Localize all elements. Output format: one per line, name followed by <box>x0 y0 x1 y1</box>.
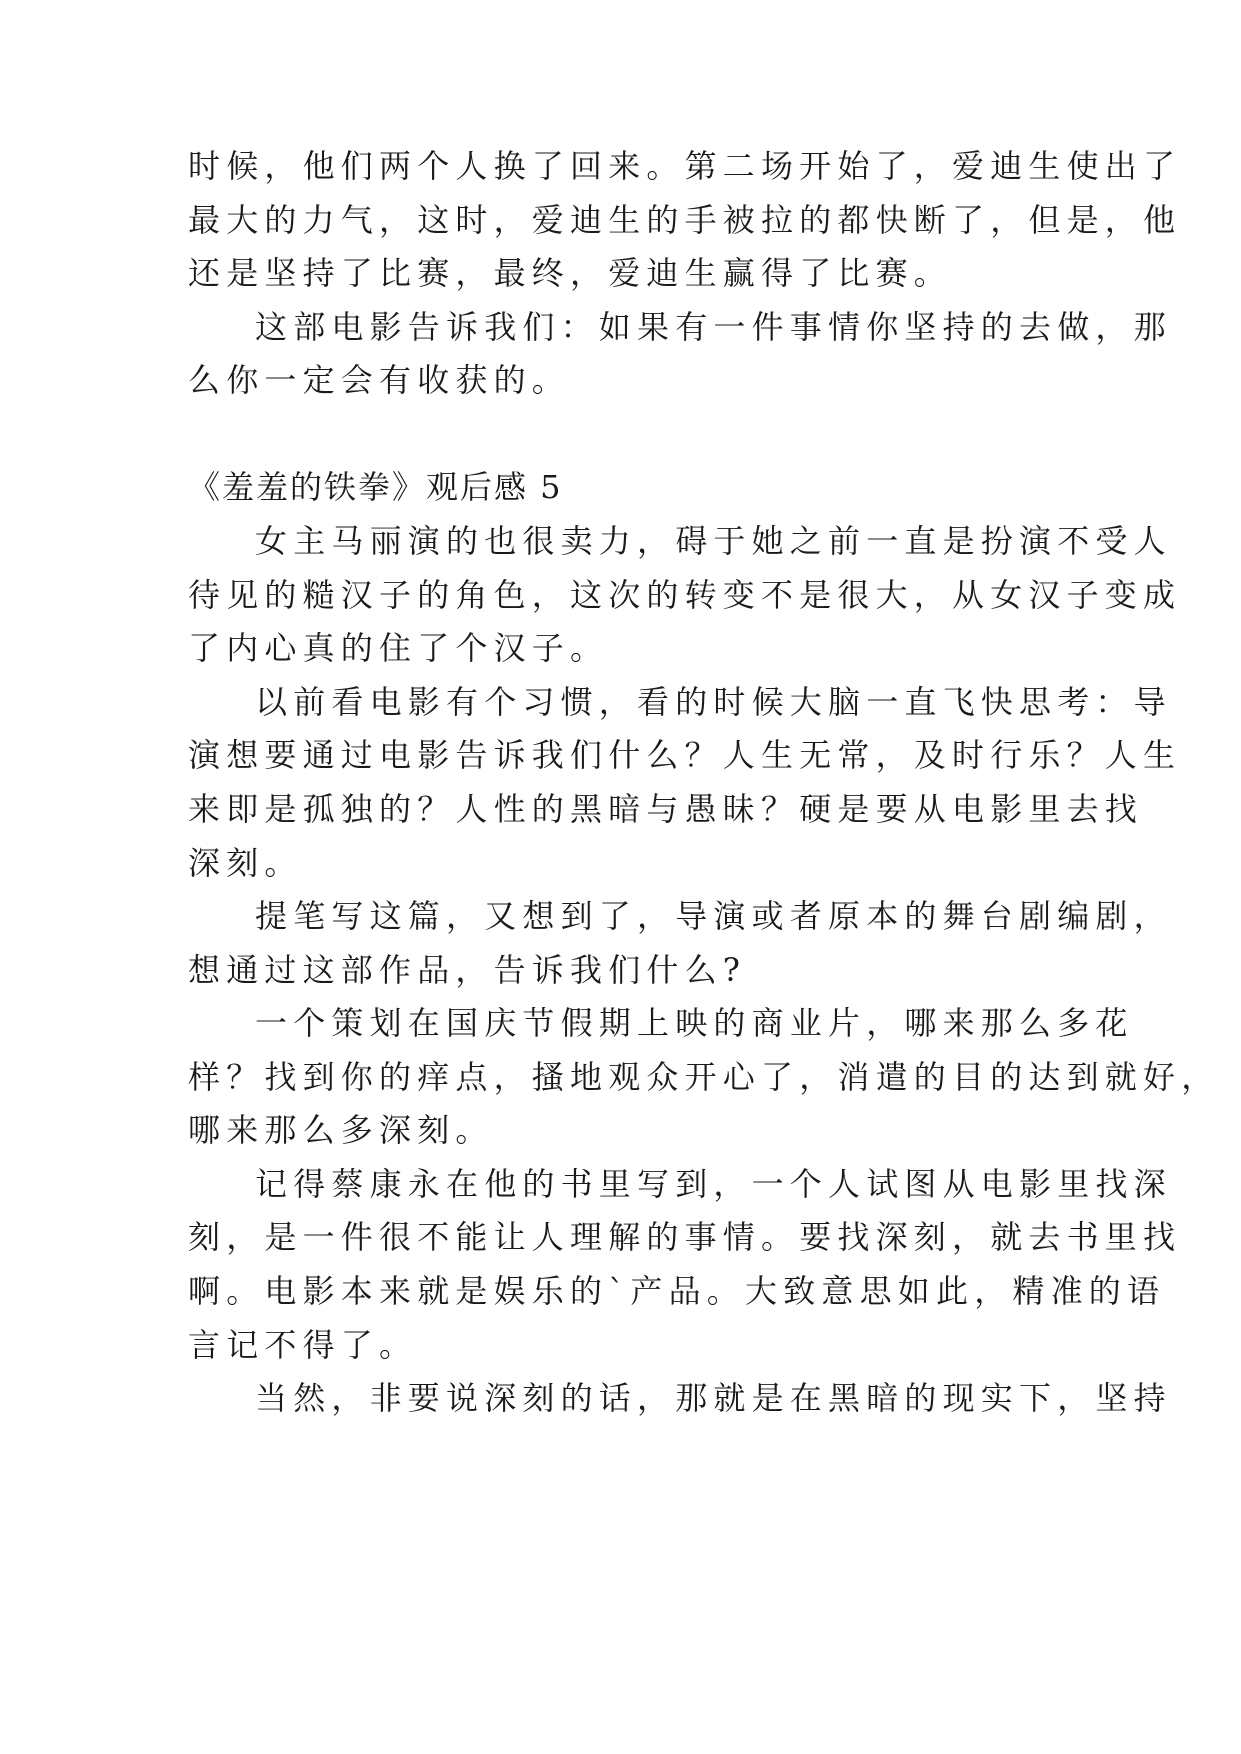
paragraph-line: 深刻。 <box>188 844 303 882</box>
paragraph-line: 样？找到你的痒点，搔地观众开心了，消遣的目的达到就好， <box>188 1058 1220 1096</box>
paragraph-line: 当然，非要说深刻的话，那就是在黑暗的现实下，坚持 <box>255 1379 1172 1417</box>
paragraph-line: 想通过这部作品，告诉我们什么? <box>188 951 747 989</box>
paragraph-line: 提笔写这篇，又想到了，导演或者原本的舞台剧编剧， <box>255 897 1172 935</box>
paragraph-line: 时候，他们两个人换了回来。第二场开始了，爱迪生使出了 <box>188 147 1182 185</box>
paragraph-line: 么你一定会有收获的。 <box>188 361 571 399</box>
paragraph-line: 一个策划在国庆节假期上映的商业片，哪来那么多花 <box>255 1004 1134 1042</box>
paragraph-line: 来即是孤独的？人性的黑暗与愚昧？硬是要从电影里去找 <box>188 790 1144 828</box>
paragraph-line: 最大的力气，这时，爱迪生的手被拉的都快断了，但是，他 <box>188 201 1182 239</box>
paragraph-line: 女主马丽演的也很卖力，碍于她之前一直是扮演不受人 <box>255 522 1172 560</box>
paragraph-line: 这部电影告诉我们：如果有一件事情你坚持的去做，那 <box>255 308 1172 346</box>
paragraph-line: 啊。电影本来就是娱乐的`产品。大致意思如此，精准的语 <box>188 1272 1166 1310</box>
paragraph-line: 言记不得了。 <box>188 1326 418 1364</box>
section-heading: 《羞羞的铁拳》观后感 5 <box>188 468 563 506</box>
paragraph-line: 了内心真的住了个汉子。 <box>188 629 609 667</box>
paragraph-line: 待见的糙汉子的角色，这次的转变不是很大，从女汉子变成 <box>188 576 1182 614</box>
paragraph-line: 哪来那么多深刻。 <box>188 1111 494 1149</box>
paragraph-line: 以前看电影有个习惯，看的时候大脑一直飞快思考：导 <box>255 683 1172 721</box>
paragraph-line: 演想要通过电影告诉我们什么？人生无常，及时行乐？人生 <box>188 736 1182 774</box>
paragraph-line: 刻，是一件很不能让人理解的事情。要找深刻，就去书里找 <box>188 1218 1182 1256</box>
paragraph-line: 记得蔡康永在他的书里写到，一个人试图从电影里找深 <box>255 1165 1172 1203</box>
paragraph-line: 还是坚持了比赛，最终，爱迪生赢得了比赛。 <box>188 254 953 292</box>
